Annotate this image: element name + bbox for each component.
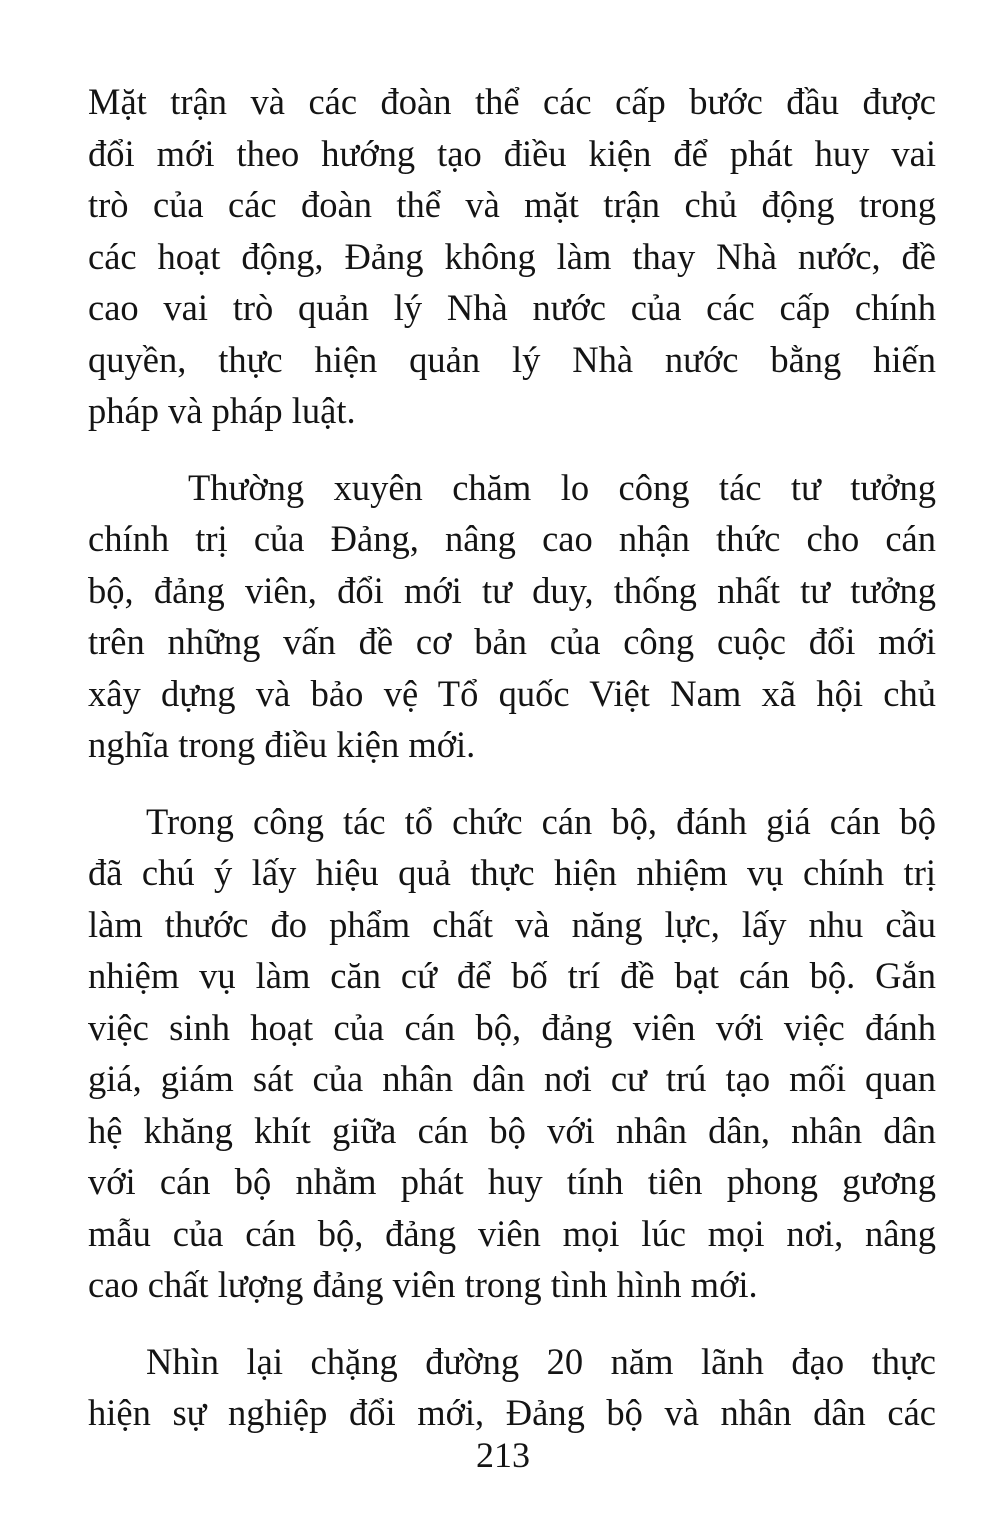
text-line: việc sinh hoạt của cán bộ, đảng viên với việc đánh bbox=[88, 1006, 936, 1048]
text-line: giá, giám sát của nhân dân nơi cư trú tạo mối quan bbox=[88, 1058, 936, 1099]
text-line: hệ khăng khít giữa cán bộ với nhân dân, nhân dân bbox=[88, 1109, 936, 1151]
paragraph-2 bbox=[88, 462, 936, 771]
text-line: Thường xuyên chăm lo công tác tư tưởng bbox=[188, 466, 936, 508]
text-line: mẫu của cán bộ, đảng viên mọi lúc mọi nơi, nâng bbox=[88, 1212, 936, 1254]
paragraph-4 bbox=[88, 1336, 936, 1439]
text-line: với cán bộ nhằm phát huy tính tiên phong gương bbox=[88, 1161, 936, 1202]
text-line: đổi mới theo hướng tạo điều kiện để phát huy vai bbox=[88, 132, 936, 174]
text-line: quyền, thực hiện quản lý Nhà nước bằng hiến bbox=[88, 338, 936, 380]
text-line: cao vai trò quản lý Nhà nước của các cấp chính bbox=[88, 287, 936, 328]
text-line: trò của các đoàn thể và mặt trận chủ động trong bbox=[88, 184, 936, 225]
text-line: Nhìn lại chặng đường 20 năm lãnh đạo thực bbox=[146, 1340, 936, 1382]
text-line: bộ, đảng viên, đổi mới tư duy, thống nhất tư tưởng bbox=[88, 569, 936, 611]
text-line: nhiệm vụ làm căn cứ để bố trí đề bạt cán bộ. Gắn bbox=[88, 955, 936, 996]
paragraph-3 bbox=[88, 796, 936, 1311]
text-line: trên những vấn đề cơ bản của công cuộc đổi mới bbox=[88, 621, 936, 662]
text-line: nghĩa trong điều kiện mới. bbox=[88, 724, 476, 765]
paragraph-1 bbox=[88, 76, 936, 437]
body-text bbox=[88, 76, 936, 1464]
text-line: pháp và pháp luật. bbox=[88, 390, 356, 431]
text-line: cao chất lượng đảng viên trong tình hình mới. bbox=[88, 1264, 758, 1305]
text-line: xây dựng và bảo vệ Tổ quốc Việt Nam xã hội chủ bbox=[88, 672, 936, 714]
text-line: Trong công tác tổ chức cán bộ, đánh giá cán bộ bbox=[146, 800, 936, 842]
text-line: các hoạt động, Đảng không làm thay Nhà nước, đề bbox=[88, 235, 936, 277]
text-line: Mặt trận và các đoàn thể các cấp bước đầu được bbox=[88, 81, 936, 122]
text-line: đã chú ý lấy hiệu quả thực hiện nhiệm vụ chính trị bbox=[88, 852, 936, 893]
text-line: làm thước đo phẩm chất và năng lực, lấy nhu cầu bbox=[88, 903, 936, 945]
text-line: chính trị của Đảng, nâng cao nhận thức cho cán bbox=[88, 518, 936, 559]
text-line: hiện sự nghiệp đổi mới, Đảng bộ và nhân dân các bbox=[88, 1392, 936, 1433]
page-number: 213 bbox=[476, 1435, 530, 1475]
